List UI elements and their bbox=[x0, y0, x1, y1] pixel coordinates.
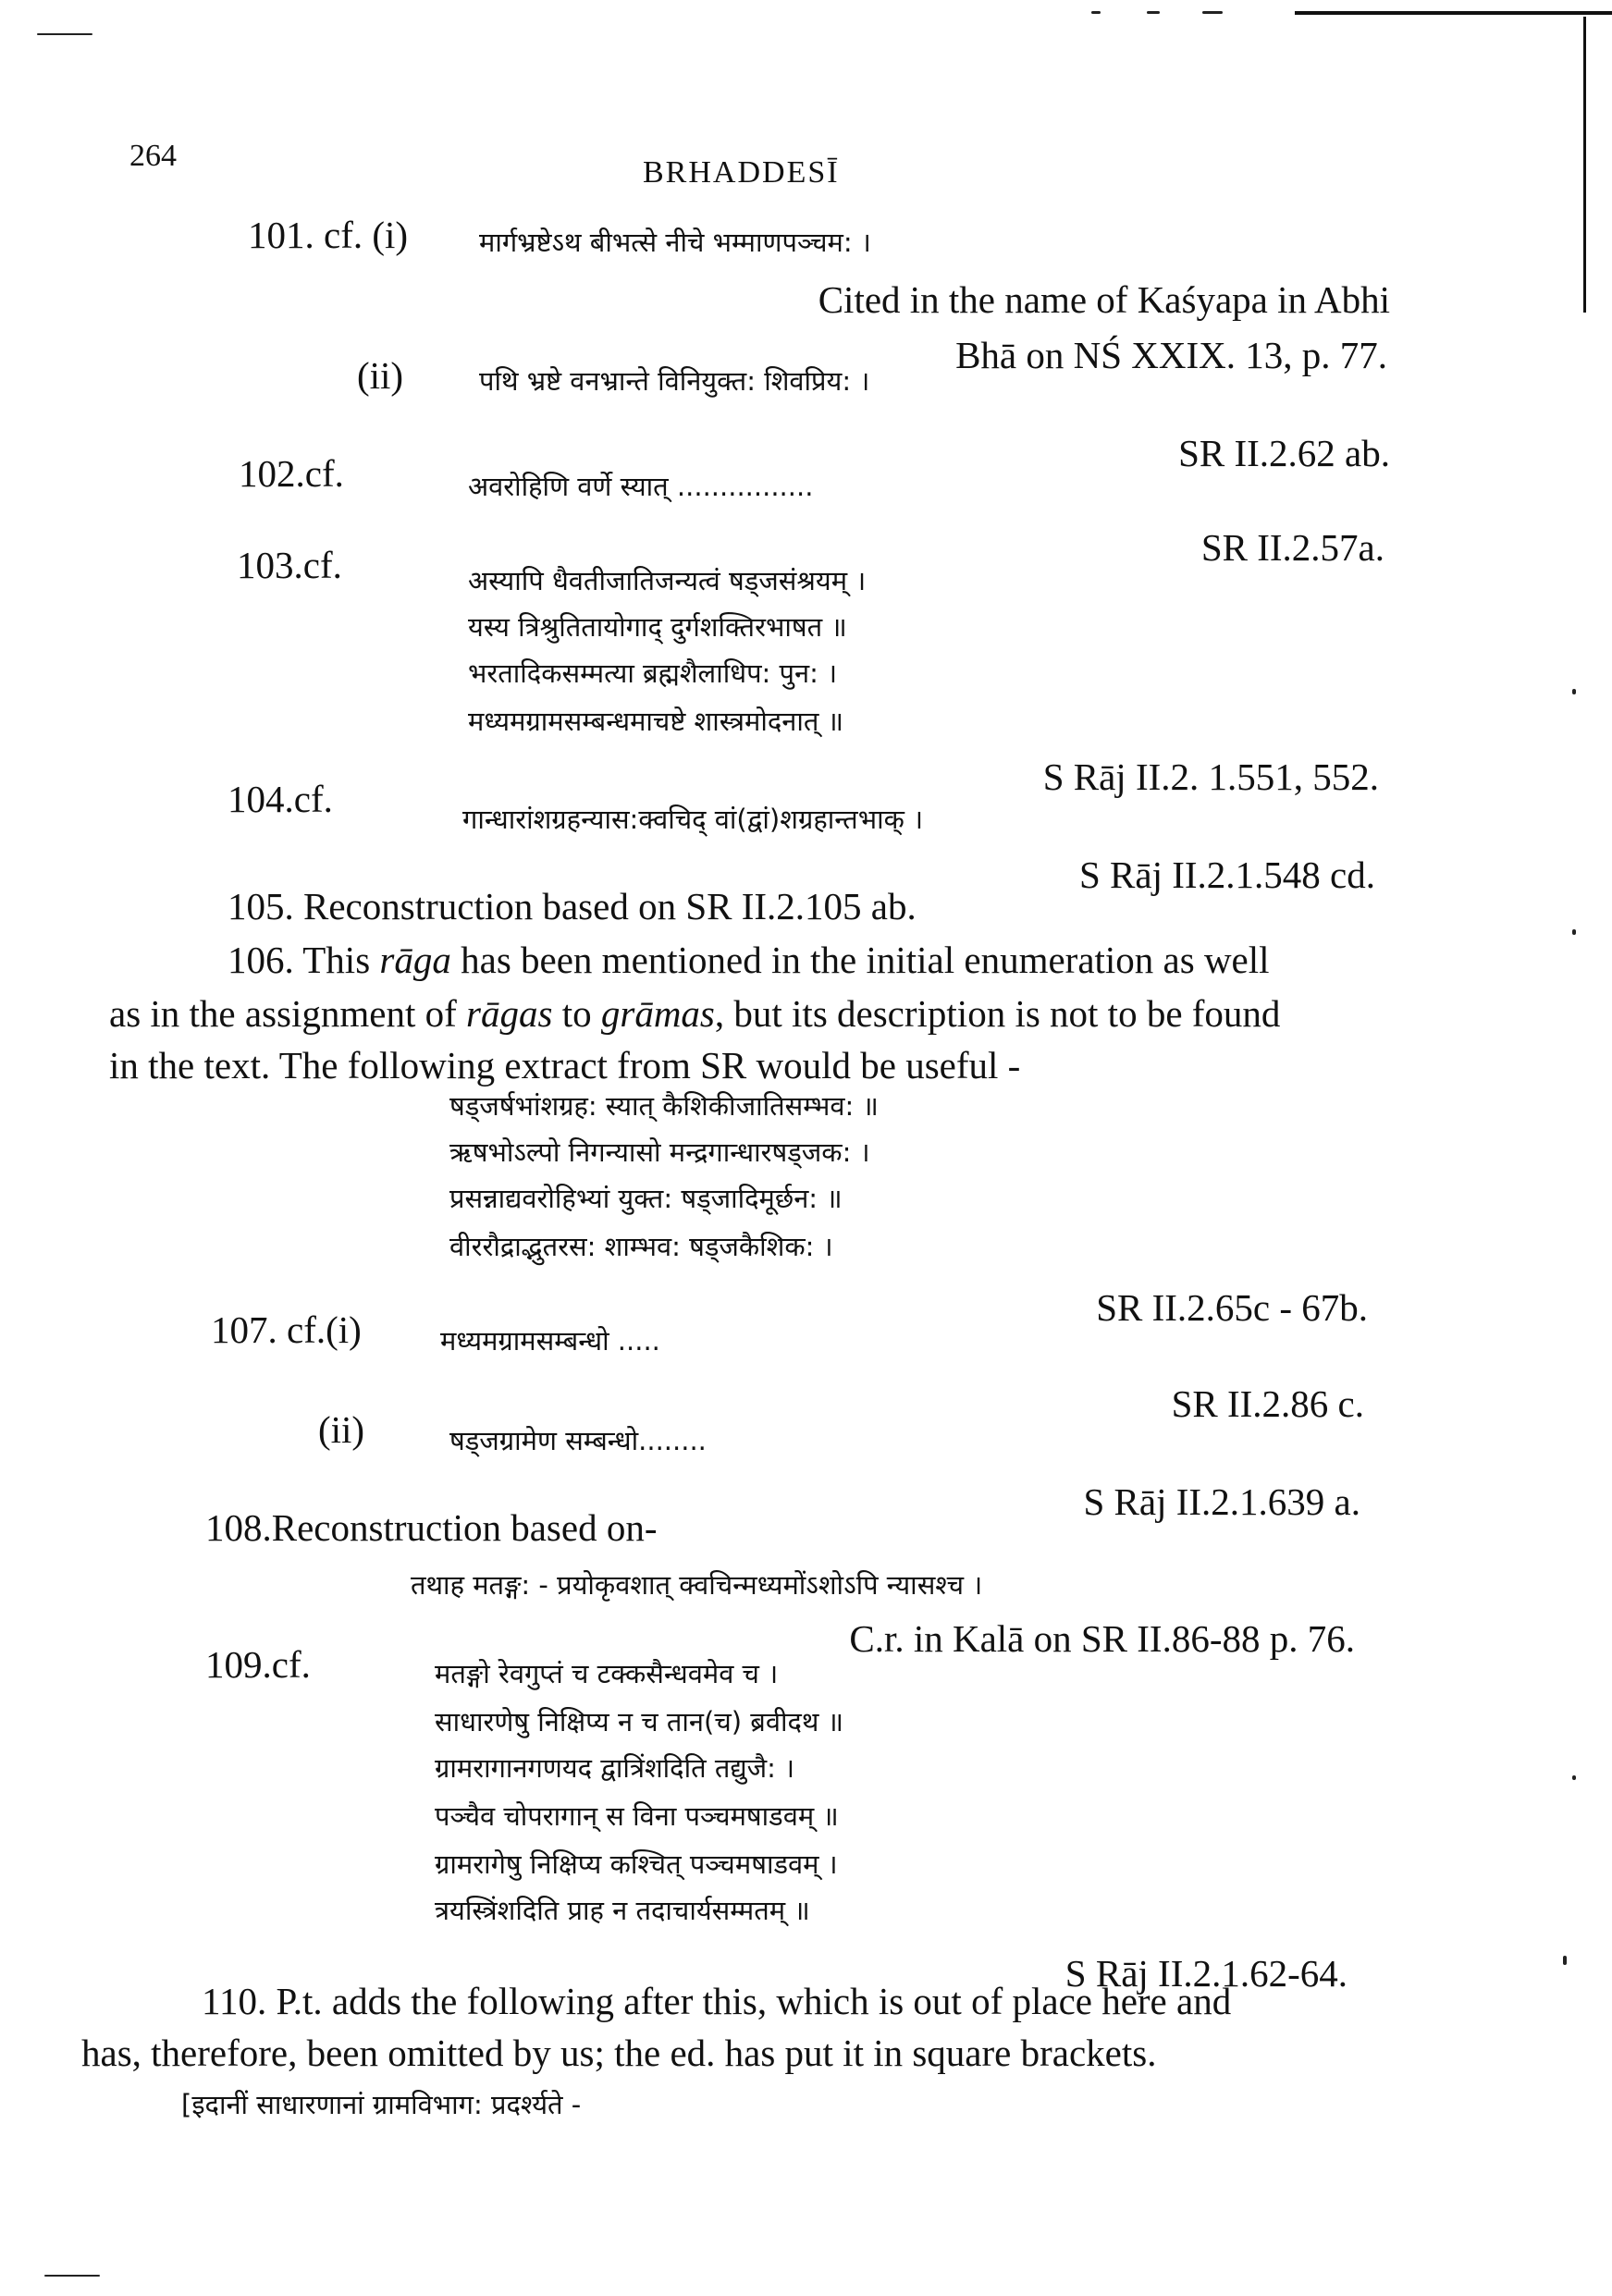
sanskrit-verse: यस्य त्रिश्रुतितायोगाद् दुर्गशक्तिरभाषत ॥ bbox=[468, 611, 847, 643]
citation: SR II.2.62 ab. bbox=[1178, 432, 1390, 474]
note-number: (ii) bbox=[318, 1408, 365, 1451]
sanskrit-verse: षड्जर्षभांशग्रह: स्यात् कैशिकीजातिसम्भव: ॥ bbox=[449, 1090, 879, 1122]
sanskrit-verse: गान्धारांशग्रहन्यास:क्वचिद् वां(द्वां)शग्रहान्तभाक् । bbox=[462, 804, 924, 835]
top-border-line bbox=[1295, 11, 1612, 15]
scan-speck bbox=[44, 2275, 100, 2277]
sanskrit-verse: ग्रामरागानगणयद द्वात्रिंशदिति तद्युजै: । bbox=[435, 1752, 795, 1784]
sanskrit-verse: त्रयस्त्रिंशदिति प्राह न तदाचार्यसम्मतम् ॥ bbox=[435, 1895, 810, 1926]
sanskrit-verse: अवरोहिणि वर्णे स्यात् ................ bbox=[468, 471, 814, 502]
sanskrit-verse: मतङ्गो रेवगुप्तं च टक्कसैन्धवमेव च । bbox=[435, 1658, 779, 1689]
note-105: 105. Reconstruction based on SR II.2.105 ab. bbox=[228, 885, 917, 927]
note-number: 107. cf.(i) bbox=[211, 1308, 362, 1351]
note-number: 101. cf. (i) bbox=[248, 214, 409, 256]
citation: S Rāj II.2. 1.551, 552. bbox=[1042, 755, 1379, 798]
sanskrit-verse: ग्रामरागेषु निक्षिप्य कश्चित् पञ्चमषाडवम् । bbox=[435, 1848, 838, 1880]
scan-speck bbox=[1091, 11, 1101, 14]
citation: S Rāj II.2.1.62-64. bbox=[1064, 1952, 1347, 1995]
citation: Bhā on NŚ XXIX. 13, p. 77. bbox=[955, 334, 1387, 376]
sanskrit-verse: [इदानीं साधारणानां ग्रामविभाग: प्रदर्श्यते - bbox=[181, 2089, 582, 2120]
sanskrit-verse: वीररौद्राद्भुतरस: शाम्भव: षड्जकैशिक: । bbox=[449, 1231, 833, 1262]
citation: SR II.2.57a. bbox=[1200, 526, 1384, 569]
sanskrit-verse: तथाह मतङ्ग: - प्रयोकृवशात् क्वचिन्मध्यमोंऽशोऽपि न्यासश्च । bbox=[411, 1569, 983, 1601]
note-number: 103.cf. bbox=[237, 544, 342, 586]
sanskrit-verse: मार्गभ्रष्टेऽथ बीभत्से नीचे भम्माणपञ्चम: । bbox=[479, 227, 871, 258]
sanskrit-verse: मध्यमग्रामसम्बन्धमाचष्टे शास्त्रमोदनात् ॥ bbox=[468, 706, 843, 737]
sanskrit-verse: ऋषभोऽल्पो निगन्यासो मन्द्रगान्धारषड्जक: । bbox=[449, 1136, 870, 1168]
citation: C.r. in Kalā on SR II.86-88 p. 76. bbox=[849, 1617, 1355, 1660]
sanskrit-verse: पथि भ्रष्टे वनभ्रान्ते विनियुक्त: शिवप्रिय: । bbox=[479, 365, 870, 397]
right-border-line bbox=[1583, 17, 1586, 313]
citation: SR II.2.65c - 67b. bbox=[1096, 1286, 1368, 1329]
sanskrit-verse: मध्यमग्रामसम्बन्धो ..... bbox=[440, 1325, 660, 1357]
note-106-line: 106. This rāga has been mentioned in the initial enumeration as well bbox=[228, 939, 1270, 981]
note-108: 108.Reconstruction based on- bbox=[205, 1506, 658, 1549]
scan-speck bbox=[1147, 11, 1160, 14]
scan-speck bbox=[1572, 1775, 1576, 1780]
scan-speck bbox=[1202, 11, 1223, 14]
note-number: 104.cf. bbox=[228, 778, 333, 820]
citation: SR II.2.86 c. bbox=[1171, 1382, 1364, 1425]
running-title: BRHADDESĪ bbox=[643, 155, 840, 190]
sanskrit-verse: साधारणेषु निक्षिप्य न च तान(च) ब्रवीदथ ॥ bbox=[435, 1706, 844, 1737]
scan-speck bbox=[1572, 929, 1576, 935]
note-number: (ii) bbox=[357, 354, 404, 397]
citation: S Rāj II.2.1.639 a. bbox=[1083, 1480, 1360, 1523]
sanskrit-verse: प्रसन्नाद्यवरोहिभ्यां युक्त: षड्जादिमूर्छन: ॥ bbox=[449, 1183, 843, 1214]
sanskrit-verse: षड्जग्रामेण सम्बन्धो........ bbox=[449, 1425, 707, 1456]
scan-speck bbox=[1572, 689, 1576, 694]
sanskrit-verse: भरतादिकसम्मत्या ब्रह्मशैलाधिप: पुन: । bbox=[468, 657, 838, 689]
sanskrit-verse: पञ्चैव चोपरागान् स विना पञ्चमषाडवम् ॥ bbox=[435, 1800, 839, 1832]
citation: S Rāj II.2.1.548 cd. bbox=[1079, 853, 1375, 896]
scan-speck bbox=[37, 33, 92, 35]
note-106-line: as in the assignment of rāgas to grāmas, but its description is not to be found bbox=[109, 992, 1281, 1035]
note-110-line: has, therefore, been omitted by us; the ed. has put it in square brackets. bbox=[81, 2032, 1157, 2074]
scan-speck bbox=[1563, 1956, 1567, 1965]
note-106-line: in the text. The following extract from SR would be useful - bbox=[109, 1044, 1021, 1087]
page-number: 264 bbox=[129, 139, 177, 173]
citation: Cited in the name of Kaśyapa in Abhi bbox=[818, 278, 1390, 321]
note-number: 102.cf. bbox=[239, 452, 344, 495]
sanskrit-verse: अस्यापि धैवतीजातिजन्यत्वं षड्जसंश्रयम् । bbox=[468, 565, 867, 596]
note-number: 109.cf. bbox=[205, 1643, 311, 1686]
note-110-line: 110. P.t. adds the following after this, which is out of place here and bbox=[202, 1980, 1232, 2022]
